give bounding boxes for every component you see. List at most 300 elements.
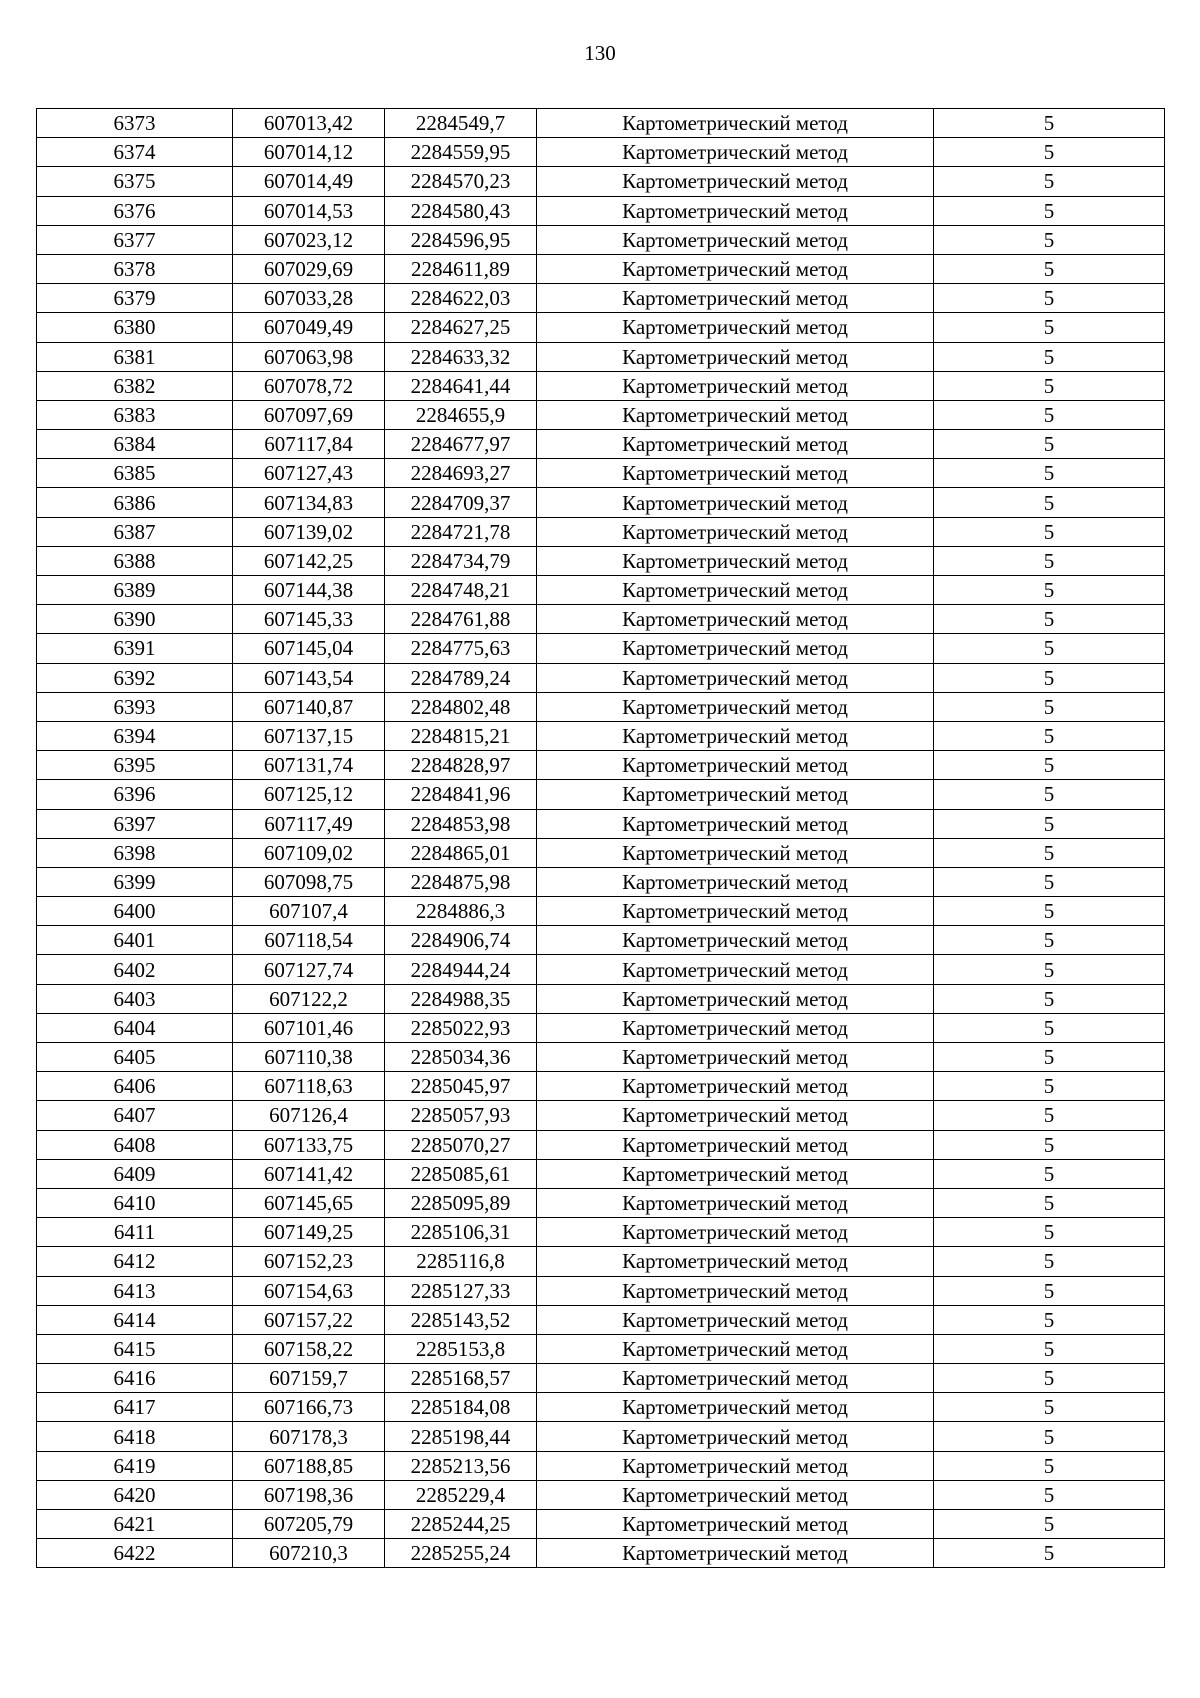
table-row <box>37 517 1165 546</box>
x-coordinate-cell: 607158,22 <box>233 1334 385 1363</box>
y-coordinate-cell: 2284775,63 <box>385 634 537 663</box>
y-coordinate-cell: 2285213,56 <box>385 1451 537 1480</box>
table-row <box>37 1276 1165 1305</box>
accuracy-cell: 5 <box>934 576 1165 605</box>
method-cell: Картометрический метод <box>537 663 934 692</box>
y-coordinate-cell: 2284886,3 <box>385 897 537 926</box>
point-number-cell: 6374 <box>37 138 233 167</box>
method-cell: Картометрический метод <box>537 634 934 663</box>
point-number-cell: 6386 <box>37 488 233 517</box>
method-cell: Картометрический метод <box>537 400 934 429</box>
y-coordinate-cell: 2285022,93 <box>385 1013 537 1042</box>
point-number-cell: 6406 <box>37 1072 233 1101</box>
accuracy-cell: 5 <box>934 167 1165 196</box>
y-coordinate-cell: 2284559,95 <box>385 138 537 167</box>
accuracy-cell: 5 <box>934 1130 1165 1159</box>
accuracy-cell: 5 <box>934 109 1165 138</box>
method-cell: Картометрический метод <box>537 517 934 546</box>
y-coordinate-cell: 2285070,27 <box>385 1130 537 1159</box>
method-cell: Картометрический метод <box>537 1510 934 1539</box>
x-coordinate-cell: 607125,12 <box>233 780 385 809</box>
x-coordinate-cell: 607013,42 <box>233 109 385 138</box>
table-row <box>37 1422 1165 1451</box>
accuracy-cell: 5 <box>934 605 1165 634</box>
x-coordinate-cell: 607117,49 <box>233 809 385 838</box>
table-row <box>37 1043 1165 1072</box>
table-row <box>37 1013 1165 1042</box>
x-coordinate-cell: 607117,84 <box>233 430 385 459</box>
point-number-cell: 6416 <box>37 1364 233 1393</box>
y-coordinate-cell: 2284828,97 <box>385 751 537 780</box>
accuracy-cell: 5 <box>934 692 1165 721</box>
point-number-cell: 6399 <box>37 867 233 896</box>
y-coordinate-cell: 2284988,35 <box>385 984 537 1013</box>
y-coordinate-cell: 2284627,25 <box>385 313 537 342</box>
x-coordinate-cell: 607101,46 <box>233 1013 385 1042</box>
point-number-cell: 6375 <box>37 167 233 196</box>
point-number-cell: 6385 <box>37 459 233 488</box>
y-coordinate-cell: 2285143,52 <box>385 1305 537 1334</box>
method-cell: Картометрический метод <box>537 109 934 138</box>
method-cell: Картометрический метод <box>537 1539 934 1568</box>
y-coordinate-cell: 2284596,95 <box>385 225 537 254</box>
method-cell: Картометрический метод <box>537 605 934 634</box>
table-row <box>37 1510 1165 1539</box>
table-row <box>37 721 1165 750</box>
table-row <box>37 313 1165 342</box>
table-row <box>37 400 1165 429</box>
point-number-cell: 6398 <box>37 838 233 867</box>
table-row <box>37 225 1165 254</box>
x-coordinate-cell: 607166,73 <box>233 1393 385 1422</box>
x-coordinate-cell: 607134,83 <box>233 488 385 517</box>
table-row <box>37 430 1165 459</box>
accuracy-cell: 5 <box>934 1480 1165 1509</box>
y-coordinate-cell: 2284906,74 <box>385 926 537 955</box>
point-number-cell: 6400 <box>37 897 233 926</box>
x-coordinate-cell: 607145,33 <box>233 605 385 634</box>
method-cell: Картометрический метод <box>537 546 934 575</box>
point-number-cell: 6381 <box>37 342 233 371</box>
x-coordinate-cell: 607139,02 <box>233 517 385 546</box>
method-cell: Картометрический метод <box>537 1159 934 1188</box>
y-coordinate-cell: 2284789,24 <box>385 663 537 692</box>
point-number-cell: 6413 <box>37 1276 233 1305</box>
accuracy-cell: 5 <box>934 984 1165 1013</box>
method-cell: Картометрический метод <box>537 1043 934 1072</box>
method-cell: Картометрический метод <box>537 459 934 488</box>
y-coordinate-cell: 2284611,89 <box>385 254 537 283</box>
point-number-cell: 6387 <box>37 517 233 546</box>
y-coordinate-cell: 2285034,36 <box>385 1043 537 1072</box>
table-row <box>37 1218 1165 1247</box>
method-cell: Картометрический метод <box>537 897 934 926</box>
x-coordinate-cell: 607154,63 <box>233 1276 385 1305</box>
method-cell: Картометрический метод <box>537 926 934 955</box>
point-number-cell: 6403 <box>37 984 233 1013</box>
x-coordinate-cell: 607127,74 <box>233 955 385 984</box>
accuracy-cell: 5 <box>934 663 1165 692</box>
accuracy-cell: 5 <box>934 430 1165 459</box>
point-number-cell: 6408 <box>37 1130 233 1159</box>
method-cell: Картометрический метод <box>537 225 934 254</box>
coordinates-table-body <box>37 109 1165 1568</box>
table-row <box>37 459 1165 488</box>
table-row <box>37 1364 1165 1393</box>
method-cell: Картометрический метод <box>537 196 934 225</box>
method-cell: Картометрический метод <box>537 780 934 809</box>
point-number-cell: 6420 <box>37 1480 233 1509</box>
table-row <box>37 488 1165 517</box>
x-coordinate-cell: 607118,54 <box>233 926 385 955</box>
y-coordinate-cell: 2284815,21 <box>385 721 537 750</box>
y-coordinate-cell: 2285255,24 <box>385 1539 537 1568</box>
table-row <box>37 196 1165 225</box>
table-row <box>37 751 1165 780</box>
y-coordinate-cell: 2285127,33 <box>385 1276 537 1305</box>
table-row <box>37 926 1165 955</box>
x-coordinate-cell: 607109,02 <box>233 838 385 867</box>
x-coordinate-cell: 607159,7 <box>233 1364 385 1393</box>
point-number-cell: 6397 <box>37 809 233 838</box>
x-coordinate-cell: 607145,04 <box>233 634 385 663</box>
point-number-cell: 6402 <box>37 955 233 984</box>
method-cell: Картометрический метод <box>537 1072 934 1101</box>
y-coordinate-cell: 2284709,37 <box>385 488 537 517</box>
x-coordinate-cell: 607142,25 <box>233 546 385 575</box>
x-coordinate-cell: 607033,28 <box>233 284 385 313</box>
x-coordinate-cell: 607023,12 <box>233 225 385 254</box>
x-coordinate-cell: 607131,74 <box>233 751 385 780</box>
y-coordinate-cell: 2284841,96 <box>385 780 537 809</box>
accuracy-cell: 5 <box>934 1159 1165 1188</box>
accuracy-cell: 5 <box>934 1510 1165 1539</box>
table-row <box>37 1393 1165 1422</box>
y-coordinate-cell: 2284641,44 <box>385 371 537 400</box>
method-cell: Картометрический метод <box>537 1247 934 1276</box>
y-coordinate-cell: 2285168,57 <box>385 1364 537 1393</box>
y-coordinate-cell: 2285198,44 <box>385 1422 537 1451</box>
point-number-cell: 6384 <box>37 430 233 459</box>
point-number-cell: 6410 <box>37 1188 233 1217</box>
x-coordinate-cell: 607198,36 <box>233 1480 385 1509</box>
x-coordinate-cell: 607133,75 <box>233 1130 385 1159</box>
point-number-cell: 6391 <box>37 634 233 663</box>
method-cell: Картометрический метод <box>537 1305 934 1334</box>
x-coordinate-cell: 607097,69 <box>233 400 385 429</box>
x-coordinate-cell: 607029,69 <box>233 254 385 283</box>
accuracy-cell: 5 <box>934 926 1165 955</box>
table-row <box>37 138 1165 167</box>
accuracy-cell: 5 <box>934 459 1165 488</box>
method-cell: Картометрический метод <box>537 984 934 1013</box>
accuracy-cell: 5 <box>934 1539 1165 1568</box>
method-cell: Картометрический метод <box>537 1393 934 1422</box>
y-coordinate-cell: 2284622,03 <box>385 284 537 313</box>
x-coordinate-cell: 607140,87 <box>233 692 385 721</box>
point-number-cell: 6395 <box>37 751 233 780</box>
y-coordinate-cell: 2284549,7 <box>385 109 537 138</box>
table-row <box>37 1101 1165 1130</box>
point-number-cell: 6389 <box>37 576 233 605</box>
accuracy-cell: 5 <box>934 196 1165 225</box>
table-row <box>37 1072 1165 1101</box>
table-row <box>37 1539 1165 1568</box>
table-row <box>37 663 1165 692</box>
y-coordinate-cell: 2284677,97 <box>385 430 537 459</box>
y-coordinate-cell: 2284580,43 <box>385 196 537 225</box>
point-number-cell: 6415 <box>37 1334 233 1363</box>
x-coordinate-cell: 607098,75 <box>233 867 385 896</box>
table-row <box>37 1159 1165 1188</box>
table-row <box>37 692 1165 721</box>
x-coordinate-cell: 607188,85 <box>233 1451 385 1480</box>
accuracy-cell: 5 <box>934 1451 1165 1480</box>
method-cell: Картометрический метод <box>537 1188 934 1217</box>
accuracy-cell: 5 <box>934 1101 1165 1130</box>
accuracy-cell: 5 <box>934 751 1165 780</box>
accuracy-cell: 5 <box>934 313 1165 342</box>
x-coordinate-cell: 607145,65 <box>233 1188 385 1217</box>
point-number-cell: 6417 <box>37 1393 233 1422</box>
y-coordinate-cell: 2285244,25 <box>385 1510 537 1539</box>
method-cell: Картометрический метод <box>537 167 934 196</box>
y-coordinate-cell: 2285153,8 <box>385 1334 537 1363</box>
method-cell: Картометрический метод <box>537 576 934 605</box>
y-coordinate-cell: 2284721,78 <box>385 517 537 546</box>
method-cell: Картометрический метод <box>537 254 934 283</box>
x-coordinate-cell: 607141,42 <box>233 1159 385 1188</box>
table-row <box>37 167 1165 196</box>
accuracy-cell: 5 <box>934 780 1165 809</box>
point-number-cell: 6380 <box>37 313 233 342</box>
table-row <box>37 576 1165 605</box>
x-coordinate-cell: 607126,4 <box>233 1101 385 1130</box>
y-coordinate-cell: 2285057,93 <box>385 1101 537 1130</box>
method-cell: Картометрический метод <box>537 1364 934 1393</box>
x-coordinate-cell: 607014,12 <box>233 138 385 167</box>
point-number-cell: 6401 <box>37 926 233 955</box>
y-coordinate-cell: 2284693,27 <box>385 459 537 488</box>
point-number-cell: 6394 <box>37 721 233 750</box>
x-coordinate-cell: 607143,54 <box>233 663 385 692</box>
accuracy-cell: 5 <box>934 1043 1165 1072</box>
point-number-cell: 6388 <box>37 546 233 575</box>
page-number: 130 <box>584 41 616 65</box>
accuracy-cell: 5 <box>934 488 1165 517</box>
table-row <box>37 1188 1165 1217</box>
method-cell: Картометрический метод <box>537 1013 934 1042</box>
y-coordinate-cell: 2284633,32 <box>385 342 537 371</box>
x-coordinate-cell: 607205,79 <box>233 1510 385 1539</box>
method-cell: Картометрический метод <box>537 1451 934 1480</box>
point-number-cell: 6418 <box>37 1422 233 1451</box>
table-row <box>37 1305 1165 1334</box>
method-cell: Картометрический метод <box>537 1130 934 1159</box>
x-coordinate-cell: 607178,3 <box>233 1422 385 1451</box>
accuracy-cell: 5 <box>934 400 1165 429</box>
accuracy-cell: 5 <box>934 809 1165 838</box>
method-cell: Картометрический метод <box>537 1334 934 1363</box>
method-cell: Картометрический метод <box>537 955 934 984</box>
point-number-cell: 6412 <box>37 1247 233 1276</box>
point-number-cell: 6409 <box>37 1159 233 1188</box>
accuracy-cell: 5 <box>934 371 1165 400</box>
accuracy-cell: 5 <box>934 838 1165 867</box>
x-coordinate-cell: 607110,38 <box>233 1043 385 1072</box>
x-coordinate-cell: 607014,53 <box>233 196 385 225</box>
method-cell: Картометрический метод <box>537 430 934 459</box>
method-cell: Картометрический метод <box>537 284 934 313</box>
y-coordinate-cell: 2284875,98 <box>385 867 537 896</box>
point-number-cell: 6414 <box>37 1305 233 1334</box>
accuracy-cell: 5 <box>934 1334 1165 1363</box>
y-coordinate-cell: 2284570,23 <box>385 167 537 196</box>
x-coordinate-cell: 607127,43 <box>233 459 385 488</box>
accuracy-cell: 5 <box>934 1276 1165 1305</box>
table-row <box>37 284 1165 313</box>
accuracy-cell: 5 <box>934 1247 1165 1276</box>
y-coordinate-cell: 2285106,31 <box>385 1218 537 1247</box>
table-row <box>37 342 1165 371</box>
y-coordinate-cell: 2284761,88 <box>385 605 537 634</box>
x-coordinate-cell: 607144,38 <box>233 576 385 605</box>
point-number-cell: 6376 <box>37 196 233 225</box>
point-number-cell: 6404 <box>37 1013 233 1042</box>
point-number-cell: 6392 <box>37 663 233 692</box>
accuracy-cell: 5 <box>934 546 1165 575</box>
table-row <box>37 867 1165 896</box>
x-coordinate-cell: 607157,22 <box>233 1305 385 1334</box>
x-coordinate-cell: 607152,23 <box>233 1247 385 1276</box>
accuracy-cell: 5 <box>934 517 1165 546</box>
table-row <box>37 984 1165 1013</box>
y-coordinate-cell: 2284748,21 <box>385 576 537 605</box>
accuracy-cell: 5 <box>934 634 1165 663</box>
accuracy-cell: 5 <box>934 721 1165 750</box>
table-row <box>37 955 1165 984</box>
accuracy-cell: 5 <box>934 225 1165 254</box>
method-cell: Картометрический метод <box>537 692 934 721</box>
accuracy-cell: 5 <box>934 1013 1165 1042</box>
table-row <box>37 1130 1165 1159</box>
y-coordinate-cell: 2284944,24 <box>385 955 537 984</box>
x-coordinate-cell: 607118,63 <box>233 1072 385 1101</box>
y-coordinate-cell: 2284655,9 <box>385 400 537 429</box>
table-row <box>37 109 1165 138</box>
table-row <box>37 546 1165 575</box>
y-coordinate-cell: 2285095,89 <box>385 1188 537 1217</box>
y-coordinate-cell: 2285184,08 <box>385 1393 537 1422</box>
y-coordinate-cell: 2284865,01 <box>385 838 537 867</box>
table-row <box>37 897 1165 926</box>
accuracy-cell: 5 <box>934 1305 1165 1334</box>
x-coordinate-cell: 607137,15 <box>233 721 385 750</box>
table-row <box>37 634 1165 663</box>
method-cell: Картометрический метод <box>537 809 934 838</box>
point-number-cell: 6422 <box>37 1539 233 1568</box>
method-cell: Картометрический метод <box>537 371 934 400</box>
x-coordinate-cell: 607122,2 <box>233 984 385 1013</box>
point-number-cell: 6421 <box>37 1510 233 1539</box>
method-cell: Картометрический метод <box>537 313 934 342</box>
point-number-cell: 6382 <box>37 371 233 400</box>
table-row <box>37 1334 1165 1363</box>
x-coordinate-cell: 607210,3 <box>233 1539 385 1568</box>
point-number-cell: 6396 <box>37 780 233 809</box>
y-coordinate-cell: 2285045,97 <box>385 1072 537 1101</box>
x-coordinate-cell: 607078,72 <box>233 371 385 400</box>
accuracy-cell: 5 <box>934 138 1165 167</box>
accuracy-cell: 5 <box>934 1393 1165 1422</box>
point-number-cell: 6407 <box>37 1101 233 1130</box>
accuracy-cell: 5 <box>934 867 1165 896</box>
method-cell: Картометрический метод <box>537 1422 934 1451</box>
x-coordinate-cell: 607107,4 <box>233 897 385 926</box>
table-row <box>37 780 1165 809</box>
accuracy-cell: 5 <box>934 342 1165 371</box>
table-row <box>37 254 1165 283</box>
method-cell: Картометрический метод <box>537 1276 934 1305</box>
method-cell: Картометрический метод <box>537 838 934 867</box>
method-cell: Картометрический метод <box>537 342 934 371</box>
method-cell: Картометрический метод <box>537 751 934 780</box>
method-cell: Картометрический метод <box>537 867 934 896</box>
point-number-cell: 6379 <box>37 284 233 313</box>
accuracy-cell: 5 <box>934 1364 1165 1393</box>
point-number-cell: 6373 <box>37 109 233 138</box>
point-number-cell: 6419 <box>37 1451 233 1480</box>
y-coordinate-cell: 2285229,4 <box>385 1480 537 1509</box>
table-row <box>37 809 1165 838</box>
table-row <box>37 1451 1165 1480</box>
y-coordinate-cell: 2285116,8 <box>385 1247 537 1276</box>
method-cell: Картометрический метод <box>537 721 934 750</box>
point-number-cell: 6378 <box>37 254 233 283</box>
accuracy-cell: 5 <box>934 1422 1165 1451</box>
method-cell: Картометрический метод <box>537 488 934 517</box>
accuracy-cell: 5 <box>934 1218 1165 1247</box>
accuracy-cell: 5 <box>934 284 1165 313</box>
y-coordinate-cell: 2284802,48 <box>385 692 537 721</box>
point-number-cell: 6405 <box>37 1043 233 1072</box>
y-coordinate-cell: 2284853,98 <box>385 809 537 838</box>
point-number-cell: 6377 <box>37 225 233 254</box>
point-number-cell: 6411 <box>37 1218 233 1247</box>
table-row <box>37 605 1165 634</box>
method-cell: Картометрический метод <box>537 1218 934 1247</box>
accuracy-cell: 5 <box>934 955 1165 984</box>
accuracy-cell: 5 <box>934 897 1165 926</box>
accuracy-cell: 5 <box>934 1072 1165 1101</box>
x-coordinate-cell: 607149,25 <box>233 1218 385 1247</box>
x-coordinate-cell: 607014,49 <box>233 167 385 196</box>
table-row <box>37 1480 1165 1509</box>
accuracy-cell: 5 <box>934 1188 1165 1217</box>
table-row <box>37 371 1165 400</box>
point-number-cell: 6393 <box>37 692 233 721</box>
coordinates-table <box>36 108 1165 1568</box>
method-cell: Картометрический метод <box>537 1101 934 1130</box>
table-row <box>37 838 1165 867</box>
method-cell: Картометрический метод <box>537 1480 934 1509</box>
x-coordinate-cell: 607049,49 <box>233 313 385 342</box>
method-cell: Картометрический метод <box>537 138 934 167</box>
y-coordinate-cell: 2285085,61 <box>385 1159 537 1188</box>
table-row <box>37 1247 1165 1276</box>
y-coordinate-cell: 2284734,79 <box>385 546 537 575</box>
point-number-cell: 6390 <box>37 605 233 634</box>
